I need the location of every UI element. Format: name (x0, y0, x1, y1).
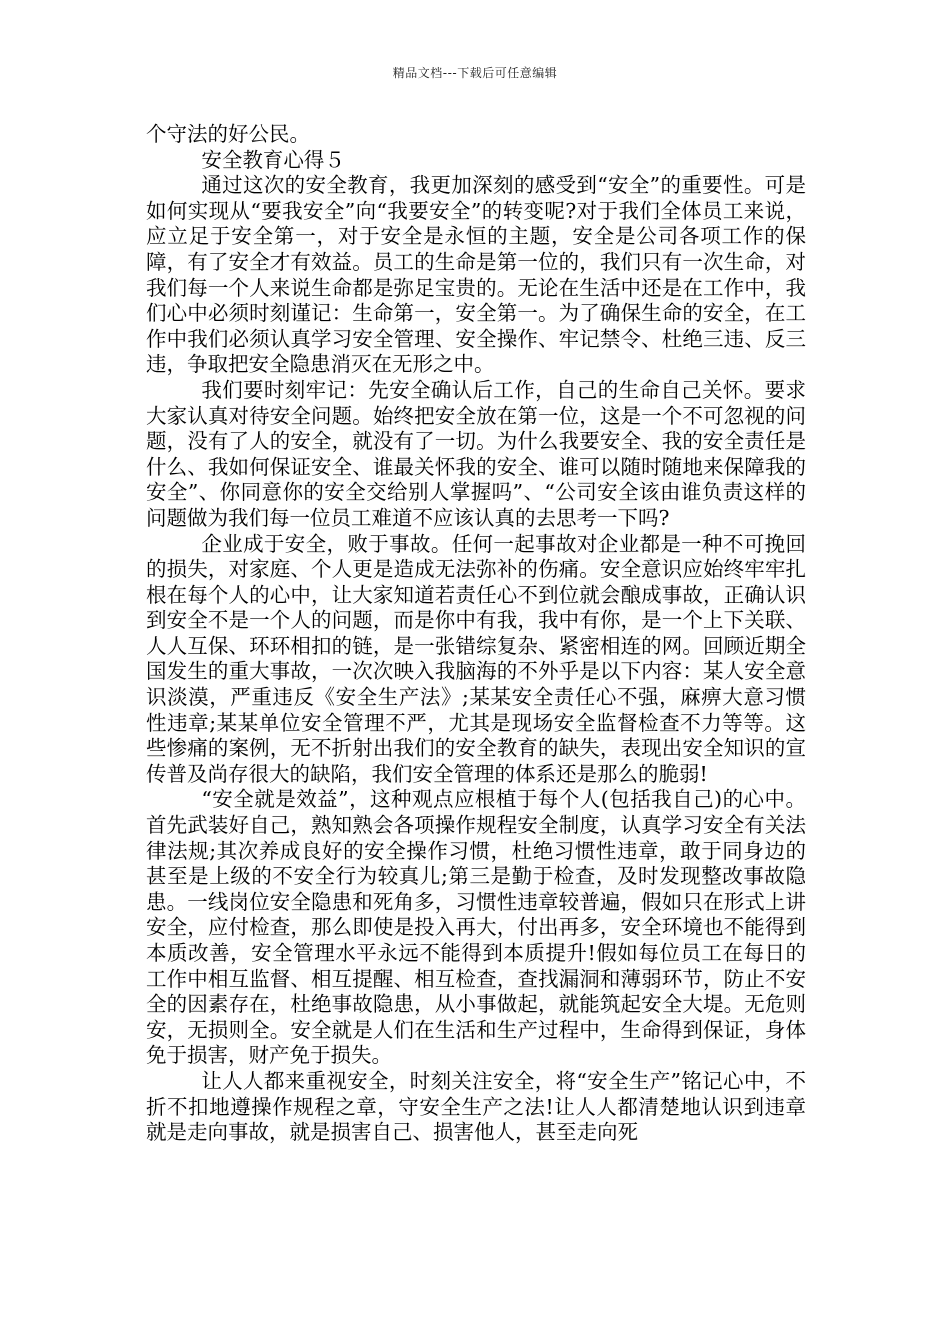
document-body (146, 122, 806, 1146)
section-heading: 安全教育心得５ (201, 147, 345, 172)
paragraph-continuation: 个守法的好公民。 (146, 122, 310, 146)
paragraph-1: 通过这次的安全教育，我更加深刻的感受到“安全”的重要性。可是如何实现从“要我安全”向“我要安全”的转变呢?对于我们全体员工来说，应立足于安全第一，对于安全是永恒的主题，安全是公司各项工作的保障，有了安全才有效益。员工的生命是第一位的，我们只有一次生命，对我们每一个人来说生命都是弥足宝贵的。无论在生活中还是在工作中，我们心中必须时刻谨记：生命第一，安全第一。为了确保生命的安全，在工作中我们必须认真学习安全管理、安全操作、牢记禁令、杜绝三违、反三违，争取把安全隐患消灭在无形之中。 (146, 173, 806, 377)
paragraph-4: “安全就是效益”，这种观点应根植于每个人(包括我自己)的心中。首先武装好自己，熟知熟会各项操作规程安全制度，认真学习安全有关法律法规;其次养成良好的安全操作习惯，杜绝习惯性违章，敢于同身边的甚至是上级的不安全行为较真儿;第三是勤于检查，及时发现整改事故隐患。一线岗位安全隐患和死角多，习惯性违章较普遍，假如只在形式上讲安全，应付检查，那么即使是投入再大，付出再多，安全环境也不能得到本质改善，安全管理水平永远不能得到本质提升!假如每位员工在每日的工作中相互监督、相互提醒、相互检查，查找漏洞和薄弱环节，防止不安全的因素存在，杜绝事故隐患，从小事做起，就能筑起安全大堤。无危则安，无损则全。安全就是人们在生活和生产过程中，生命得到保证，身体免于损害，财产免于损失。 (146, 787, 806, 1068)
paragraph-3: 企业成于安全，败于事故。任何一起事故对企业都是一种不可挽回的损失，对家庭、个人更是造成无法弥补的伤痛。安全意识应始终牢牢扎根在每个人的心中，让大家知道若责任心不到位就会酿成事故，正确认识到安全不是一个人的问题，而是你中有我，我中有你，是一个上下关联、人人互保、环环相扣的链，是一张错综复杂、紧密相连的网。回顾近期全国发生的重大事故，一次次映入我脑海的不外乎是以下内容：某人安全意识淡漠，严重违反《安全生产法》;某某安全责任心不强，麻痹大意习惯性违章;某某单位安全管理不严，尤其是现场安全监督检查不力等等。这些惨痛的案例，无不折射出我们的安全教育的缺失，表现出安全知识的宣传普及尚存很大的缺陷，我们安全管理的体系还是那么的脆弱! (146, 531, 806, 786)
paragraph-2: 我们要时刻牢记：先安全确认后工作，自己的生命自己关怀。要求大家认真对待安全问题。始终把安全放在第一位，这是一个不可忽视的问题，没有了人的安全，就没有了一切。为什么我要安全、我的安全责任是什么、我如何保证安全、谁最关怀我的安全、谁可以随时随地来保障我的安全”、你同意你的安全交给别人掌握吗”、“公司安全该由谁负责这样的问题做为我们每一位员工难道不应该认真的去思考一下吗? (146, 377, 806, 530)
paragraph-5: 让人人都来重视安全，时刻关注安全，将“安全生产”铭记心中，不折不扣地遵操作规程之章，守安全生产之法!让人人都清楚地认识到违章就是走向事故，就是损害自己、损害他人，甚至走向死 (146, 1068, 806, 1145)
header-note: 精品文档---下载后可任意编辑 (392, 66, 558, 80)
